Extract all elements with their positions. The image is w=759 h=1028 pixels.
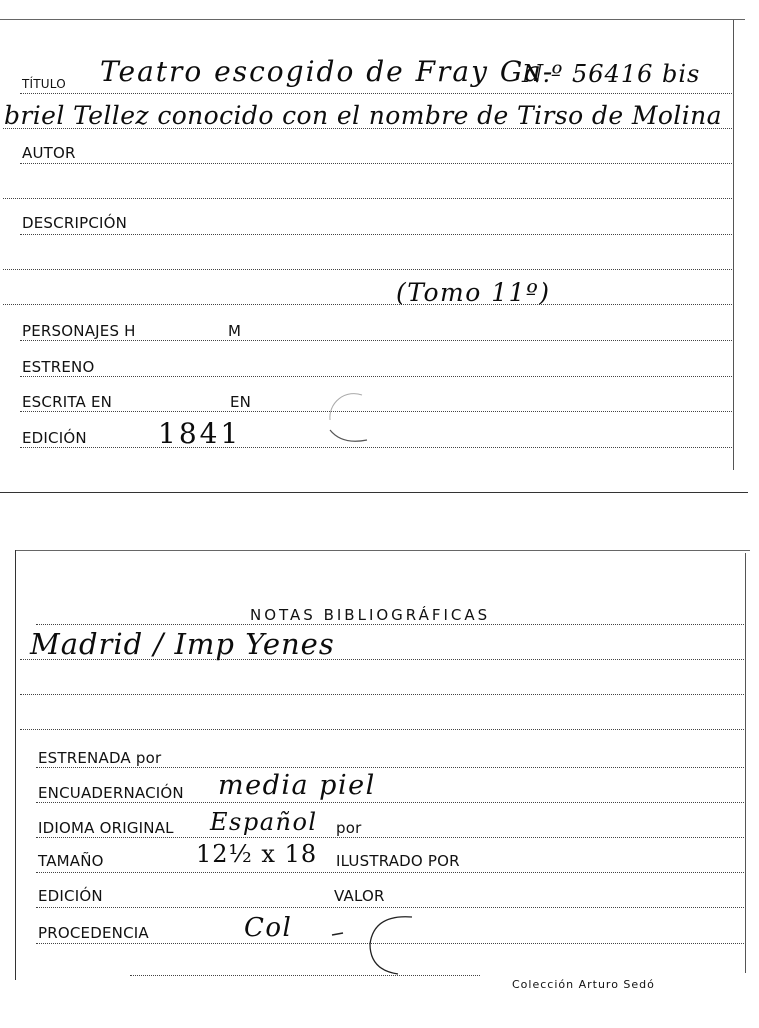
estreno-label: ESTRENO — [22, 358, 95, 376]
valor-label: VALOR — [334, 887, 385, 905]
bottom-rule-4 — [20, 729, 744, 730]
personajes-h-label: PERSONAJES H — [22, 322, 136, 340]
top-rule-9 — [20, 376, 732, 377]
tamano-label: TAMAÑO — [38, 852, 104, 870]
escrita-en-second-label: EN — [230, 393, 252, 411]
stamp-arc-top — [322, 390, 382, 450]
encuadernacion-handwriting: media piel — [218, 770, 376, 801]
bottom-card-left-edge — [15, 550, 16, 980]
bottom-rule-7 — [36, 837, 744, 838]
top-card-bottom-edge — [0, 492, 748, 493]
top-rule-4 — [3, 198, 732, 199]
autor-label: AUTOR — [22, 144, 76, 162]
edicion-year-handwriting: 1841 — [158, 417, 242, 450]
tomo-handwriting: (Tomo 11º) — [396, 278, 551, 307]
edicion-label: EDICIÓN — [22, 429, 87, 447]
top-rule-5 — [20, 234, 732, 235]
procedencia-label: PROCEDENCIA — [38, 924, 149, 942]
bottom-rule-8 — [36, 872, 744, 873]
edicion-label-bottom: EDICIÓN — [38, 887, 103, 905]
titulo-handwriting-line-2: briel Tellez conocido con el nombre de Tirso de Molina — [4, 101, 722, 130]
top-card-top-edge — [0, 19, 745, 20]
top-rule-6 — [3, 269, 732, 270]
idioma-original-label: IDIOMA ORIGINAL — [38, 819, 174, 837]
ilustrado-por-label: ILUSTRADO POR — [336, 852, 460, 870]
bottom-card-right-edge — [745, 553, 746, 973]
top-rule-7 — [3, 304, 732, 305]
titulo-handwriting-line-1: Teatro escogido de Fray Ga- — [100, 55, 555, 88]
stamp-arc-bottom — [362, 912, 418, 978]
idioma-por-label: por — [336, 819, 362, 837]
notas-bibliograficas-heading: NOTAS BIBLIOGRÁFICAS — [250, 606, 491, 624]
encuadernacion-label: ENCUADERNACIÓN — [38, 784, 184, 802]
escrita-en-label: ESCRITA EN — [22, 393, 113, 411]
procedencia-handwriting: Col — [244, 913, 293, 943]
top-rule-8 — [20, 340, 732, 341]
bottom-rule-3 — [20, 694, 744, 695]
personajes-m-label: M — [228, 322, 242, 340]
bottom-card-top-edge — [15, 550, 750, 551]
titulo-label: TÍTULO — [22, 77, 66, 91]
top-rule-3 — [20, 163, 732, 164]
top-card-right-edge — [733, 20, 734, 470]
tamano-handwriting: 12½ x 18 — [196, 840, 318, 868]
notas-handwriting: Madrid / Imp Yenes — [30, 627, 335, 661]
top-rule-1 — [20, 93, 732, 94]
estrenada-por-label: ESTRENADA por — [38, 749, 162, 767]
idioma-handwriting: Español — [210, 808, 318, 836]
bottom-rule-6 — [36, 802, 744, 803]
collection-footer: Colección Arturo Sedó — [512, 978, 655, 991]
catalog-number: N.º 56416 bis — [522, 60, 701, 88]
descripcion-label: DESCRIPCIÓN — [22, 214, 128, 232]
bottom-rule-11 — [130, 975, 480, 976]
bottom-rule-5 — [36, 767, 744, 768]
bottom-rule-1 — [36, 624, 744, 625]
bottom-rule-9 — [36, 907, 744, 908]
dash-mark — [330, 930, 346, 938]
